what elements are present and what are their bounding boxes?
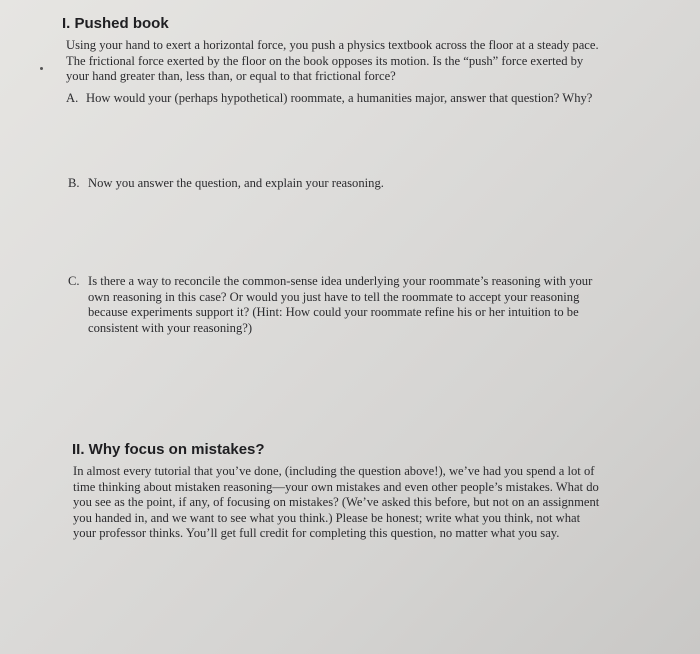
question-c-text: consistent with your reasoning?) bbox=[88, 320, 253, 335]
question-c bbox=[68, 274, 592, 336]
section-1-heading: I. Pushed book bbox=[62, 15, 169, 32]
question-a-label: A. bbox=[66, 91, 79, 105]
question-a bbox=[66, 91, 592, 107]
section-2-heading: II. Why focus on mistakes? bbox=[72, 441, 265, 458]
body-line: your professor thinks. You’ll get full credit for completing this question, no matter what you say. bbox=[73, 526, 560, 541]
question-b bbox=[68, 176, 384, 192]
section-1-intro bbox=[66, 38, 599, 85]
question-b-label: B. bbox=[68, 176, 80, 190]
intro-line: your hand greater than, less than, or equal to that frictional force? bbox=[66, 69, 396, 84]
body-line: you see as the point, if any, of focusing on mistakes? (We’ve asked this before, but not on an assignment bbox=[73, 495, 600, 510]
question-c-text: Is there a way to reconcile the common-sense idea underlying your roommate’s reasoning with your bbox=[88, 274, 593, 288]
body-line: you handed in, and we want to see what you think.) Please be honest; write what you think, not what bbox=[73, 510, 581, 525]
body-line: In almost every tutorial that you’ve done, (including the question above!), we’ve had you spend a lot of bbox=[73, 464, 595, 478]
question-c-label: C. bbox=[68, 274, 80, 288]
question-c-text: because experiments support it? (Hint: How could your roommate refine his or her intuition to be bbox=[88, 305, 579, 320]
question-a-text: How would your (perhaps hypothetical) roommate, a humanities major, answer that question? Why? bbox=[86, 91, 593, 105]
question-c-text: own reasoning in this case? Or would you just have to tell the roommate to accept your reasoning bbox=[88, 289, 580, 304]
intro-line: Using your hand to exert a horizontal force, you push a physics textbook across the floor at a steady pace. bbox=[66, 38, 599, 52]
intro-line: The frictional force exerted by the floor on the book opposes its motion. Is the “push” force exerted by bbox=[66, 53, 584, 68]
stray-mark bbox=[40, 67, 43, 70]
section-2-body bbox=[73, 464, 599, 542]
body-line: time thinking about mistaken reasoning—your own mistakes and even other people’s mistakes. What do bbox=[73, 479, 599, 494]
question-b-text: Now you answer the question, and explain your reasoning. bbox=[88, 176, 384, 190]
